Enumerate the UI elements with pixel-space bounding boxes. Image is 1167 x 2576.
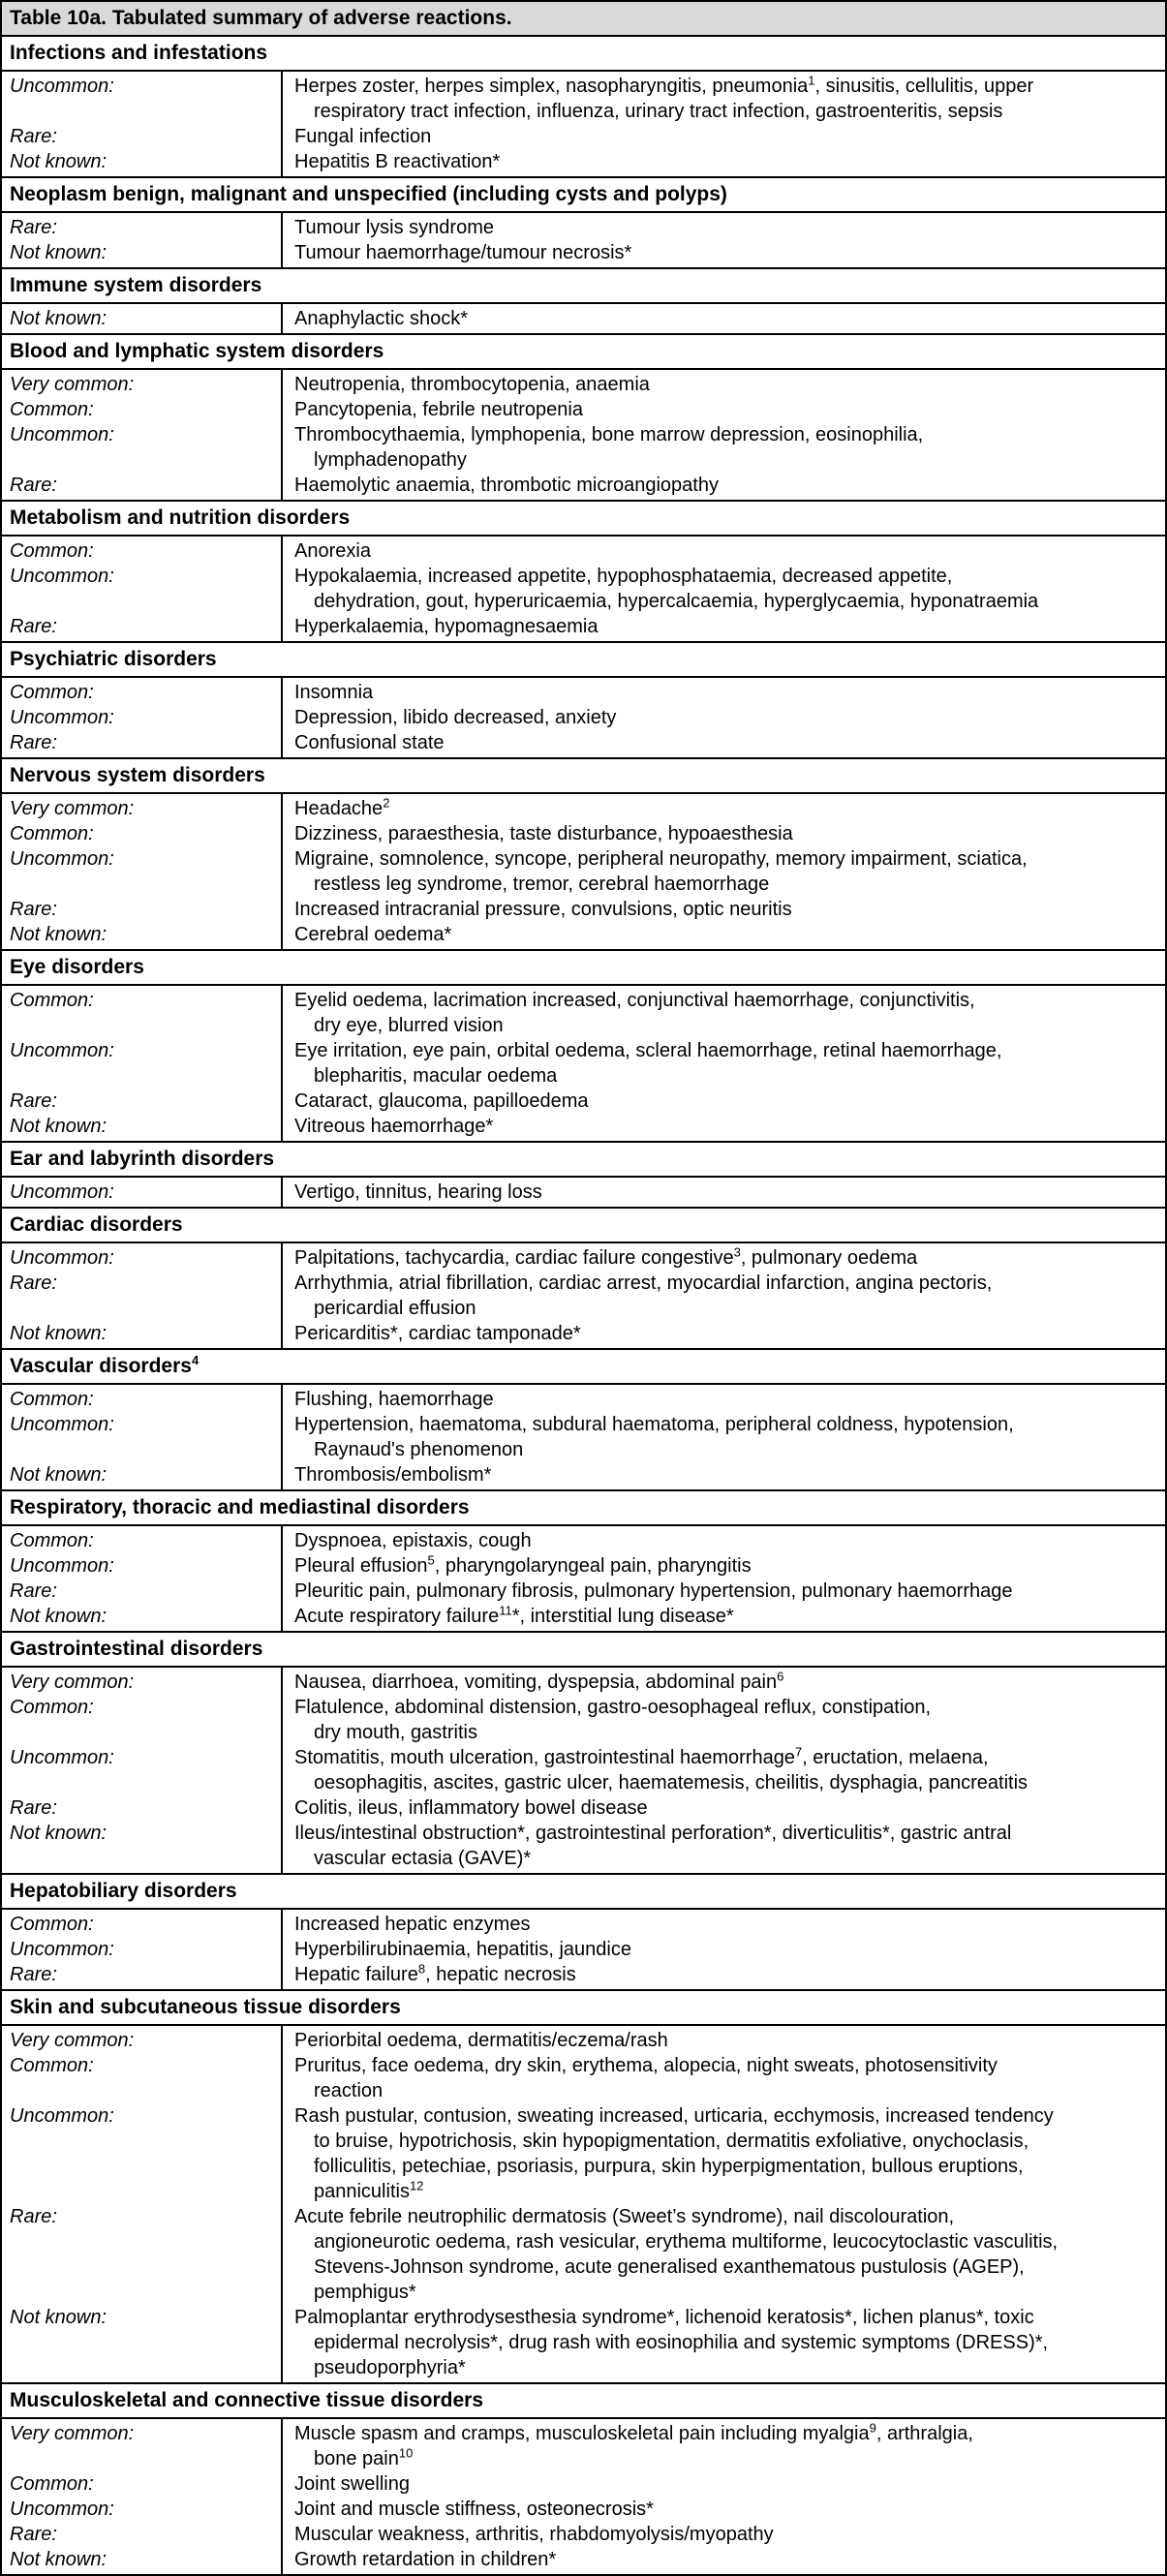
reaction-text: dehydration, gout, hyperuricaemia, hypercalcaemia, hyperglycaemia, hyponatraemia — [314, 591, 1039, 612]
reaction-text: Anorexia — [294, 540, 371, 562]
section-header: Metabolism and nutrition disorders — [2, 502, 1165, 537]
reaction-text: dry mouth, gastritis — [314, 1722, 477, 1743]
frequency-label: Very common: — [10, 798, 135, 819]
footnote-marker: 11 — [499, 1603, 512, 1618]
frequency-label: Uncommon: — [10, 1414, 114, 1435]
reactions-column — [283, 1668, 1165, 1873]
frequency-label: Uncommon: — [10, 566, 114, 587]
section-header: Neoplasm benign, malignant and unspecified (including cysts and polyps) — [2, 178, 1165, 213]
section-body — [2, 370, 1165, 502]
section-body — [2, 1385, 1165, 1491]
frequency-label: Common: — [10, 1530, 94, 1551]
frequency-spacer — [10, 1846, 281, 1871]
frequency-spacer — [10, 2280, 281, 2305]
reaction-text: Hepatitis B reactivation* — [294, 151, 501, 172]
reaction-text: dry eye, blurred vision — [314, 1015, 504, 1036]
reactions-column — [283, 1243, 1165, 1348]
reaction-text: Stomatitis, mouth ulceration, gastrointestinal haemorrhage$^7$, eructation, melaena, — [294, 1744, 989, 1768]
frequency-label: Rare: — [10, 475, 57, 496]
section-header: Nervous system disorders — [2, 759, 1165, 794]
frequency-label: Uncommon: — [10, 1181, 114, 1203]
frequency-spacer — [10, 1770, 281, 1795]
frequency-label: Common: — [10, 1697, 94, 1718]
section-header: Ear and labyrinth disorders — [2, 1143, 1165, 1178]
reaction-text: vascular ectasia (GAVE)* — [314, 1848, 532, 1869]
frequency-label: Rare: — [10, 1580, 57, 1602]
frequency-label: Common: — [10, 682, 94, 703]
table-sections — [2, 37, 1165, 2574]
frequency-label: Rare: — [10, 616, 57, 637]
reaction-text: pericardial effusion — [314, 1298, 476, 1319]
frequency-label: Not known: — [10, 924, 107, 945]
section-header: Hepatobiliary disorders — [2, 1875, 1165, 1910]
frequency-label: Uncommon: — [10, 76, 114, 97]
reaction-text: Growth retardation in children* — [294, 2549, 557, 2570]
frequency-label: Uncommon: — [10, 1247, 114, 1269]
reactions-column — [283, 213, 1165, 267]
frequency-label: Very common: — [10, 2423, 135, 2444]
reaction-text: pseudoporphyria* — [314, 2357, 466, 2378]
reaction-text: Hyperbilirubinaemia, hepatitis, jaundice — [294, 1939, 631, 1960]
section-body — [2, 72, 1165, 178]
reaction-text: Hepatic failure$^8$, hepatic necrosis — [294, 1961, 576, 1985]
frequency-column — [2, 1526, 283, 1631]
frequency-label: Not known: — [10, 2549, 107, 2570]
reaction-text: Flatulence, abdominal distension, gastro-oesophageal reflux, constipation, — [294, 1697, 932, 1718]
frequency-label: Not known: — [10, 1116, 107, 1137]
reactions-column — [283, 986, 1165, 1141]
reaction-text: Hypokalaemia, increased appetite, hypophosphataemia, decreased appetite, — [294, 566, 953, 587]
section-header: Blood and lymphatic system disorders — [2, 335, 1165, 370]
reactions-column — [283, 1385, 1165, 1489]
frequency-column — [2, 1243, 283, 1348]
reaction-text: Muscle spasm and cramps, musculoskeletal pain including myalgia$^9$, arthralgia, — [294, 2420, 973, 2444]
reaction-text: respiratory tract infection, influenza, urinary tract infection, gastroenteritis, sepsis — [314, 101, 1003, 122]
reactions-column — [283, 304, 1165, 333]
frequency-column — [2, 986, 283, 1141]
reactions-column — [283, 678, 1165, 757]
section-body — [2, 304, 1165, 335]
reaction-text: Increased intracranial pressure, convulsions, optic neuritis — [294, 899, 792, 920]
reaction-text: Tumour lysis syndrome — [294, 217, 494, 238]
reaction-text: bone pain$^{10}$ — [314, 2445, 414, 2469]
frequency-column — [2, 1668, 283, 1873]
reaction-text: Pancytopenia, febrile neutropenia — [294, 399, 583, 420]
reaction-text: Acute febrile neutrophilic dermatosis (Sweet’s syndrome), nail discolouration, — [294, 2206, 955, 2227]
section-body — [2, 1910, 1165, 1991]
reaction-text: Haemolytic anaemia, thrombotic microangiopathy — [294, 475, 719, 496]
reaction-text: restless leg syndrome, tremor, cerebral haemorrhage — [314, 874, 770, 895]
reaction-text: Pericarditis*, cardiac tamponade* — [294, 1323, 581, 1344]
reaction-text: Palpitations, tachycardia, cardiac failure congestive$^3$, pulmonary oedema — [294, 1244, 918, 1269]
section-body — [2, 678, 1165, 759]
frequency-column — [2, 1178, 283, 1207]
frequency-spacer — [10, 2154, 281, 2179]
frequency-spacer — [10, 1437, 281, 1462]
reaction-text: Hyperkalaemia, hypomagnesaemia — [294, 616, 599, 637]
section-header: Respiratory, thoracic and mediastinal disorders — [2, 1491, 1165, 1526]
reaction-text: Stevens-Johnson syndrome, acute generalised exanthematous pustulosis (AGEP), — [314, 2256, 1025, 2278]
footnote-marker: 10 — [398, 2445, 414, 2461]
reaction-text: Herpes zoster, herpes simplex, nasopharyngitis, pneumonia$^1$, sinusitis, cellulitis, upper — [294, 73, 1034, 97]
reaction-text: Headache$^2$ — [294, 795, 390, 819]
reaction-text: Colitis, ileus, inflammatory bowel disease — [294, 1797, 648, 1819]
section-body — [2, 1243, 1165, 1350]
frequency-label: Not known: — [10, 1464, 107, 1486]
frequency-column — [2, 304, 283, 333]
frequency-column — [2, 678, 283, 757]
reaction-text: Flushing, haemorrhage — [294, 1389, 494, 1410]
reaction-text: Raynaud's phenomenon — [314, 1439, 524, 1460]
frequency-label: Very common: — [10, 2030, 135, 2051]
footnote-marker: 4 — [191, 1353, 200, 1367]
frequency-label: Common: — [10, 540, 94, 562]
frequency-label: Uncommon: — [10, 1939, 114, 1960]
frequency-column — [2, 1910, 283, 1989]
frequency-spacer — [10, 99, 281, 124]
reaction-text: Eye irritation, eye pain, orbital oedema, scleral haemorrhage, retinal haemorrhage, — [294, 1040, 1002, 1061]
reaction-text: folliculitis, petechiae, psoriasis, purpura, skin hyperpigmentation, bullous eruptions, — [314, 2156, 1024, 2177]
frequency-label: Rare: — [10, 126, 57, 147]
reactions-column — [283, 537, 1165, 641]
frequency-label: Rare: — [10, 1797, 57, 1819]
frequency-label: Common: — [10, 1914, 94, 1935]
frequency-label: Rare: — [10, 1090, 57, 1112]
frequency-label: Not known: — [10, 151, 107, 172]
reaction-text: reaction — [314, 2080, 384, 2101]
frequency-label: Uncommon: — [10, 2499, 114, 2520]
section-header: Skin and subcutaneous tissue disorders — [2, 1991, 1165, 2026]
section-body — [2, 1526, 1165, 1633]
frequency-spacer — [10, 1720, 281, 1745]
reactions-column — [283, 2026, 1165, 2382]
reactions-column — [283, 1526, 1165, 1631]
frequency-label: Common: — [10, 2055, 94, 2076]
reaction-text: Cataract, glaucoma, papilloedema — [294, 1090, 589, 1112]
footnote-marker: 7 — [794, 1744, 803, 1760]
reaction-text: Pruritus, face oedema, dry skin, erythema, alopecia, night sweats, photosensitivity — [294, 2055, 998, 2076]
section-body — [2, 2419, 1165, 2574]
reaction-text: Pleural effusion$^5$, pharyngolaryngeal pain, pharyngitis — [294, 1552, 752, 1577]
reaction-text: Migraine, somnolence, syncope, peripheral neuropathy, memory impairment, sciatica, — [294, 848, 1028, 870]
reactions-column — [283, 1910, 1165, 1989]
frequency-column — [2, 72, 283, 176]
reaction-text: Eyelid oedema, lacrimation increased, conjunctival haemorrhage, conjunctivitis, — [294, 990, 975, 1011]
section-header: Eye disorders — [2, 951, 1165, 986]
section-header: Musculoskeletal and connective tissue disorders — [2, 2384, 1165, 2419]
frequency-label: Very common: — [10, 374, 135, 395]
frequency-spacer — [10, 2179, 281, 2204]
frequency-label: Rare: — [10, 2524, 57, 2545]
reaction-text: Nausea, diarrhoea, vomiting, dyspepsia, abdominal pain$^6$ — [294, 1669, 784, 1693]
reaction-text: Neutropenia, thrombocytopenia, anaemia — [294, 374, 650, 395]
reactions-column — [283, 370, 1165, 500]
footnote-marker: 12 — [409, 2178, 424, 2193]
section-body — [2, 1668, 1165, 1875]
frequency-spacer — [10, 2355, 281, 2380]
frequency-column — [2, 370, 283, 500]
frequency-label: Uncommon: — [10, 2105, 114, 2127]
reaction-text: Periorbital oedema, dermatitis/eczema/rash — [294, 2030, 668, 2051]
frequency-label: Uncommon: — [10, 424, 114, 445]
reaction-text: Depression, libido decreased, anxiety — [294, 707, 617, 728]
reaction-text: Increased hepatic enzymes — [294, 1914, 531, 1935]
frequency-spacer — [10, 1296, 281, 1321]
frequency-label: Common: — [10, 990, 94, 1011]
section-body — [2, 986, 1165, 1143]
reaction-text: Cerebral oedema* — [294, 924, 452, 945]
frequency-spacer — [10, 2078, 281, 2103]
section-body — [2, 213, 1165, 269]
frequency-column — [2, 794, 283, 949]
frequency-spacer — [10, 2229, 281, 2254]
section-body — [2, 1178, 1165, 1209]
reactions-column — [283, 2419, 1165, 2574]
frequency-label: Rare: — [10, 217, 57, 238]
frequency-label: Not known: — [10, 308, 107, 329]
frequency-spacer — [10, 2254, 281, 2280]
frequency-column — [2, 2026, 283, 2382]
reactions-column — [283, 1178, 1165, 1207]
reaction-text: Vertigo, tinnitus, hearing loss — [294, 1181, 542, 1203]
frequency-label: Rare: — [10, 2206, 57, 2227]
frequency-label: Uncommon: — [10, 1040, 114, 1061]
reaction-text: Joint and muscle stiffness, osteonecrosis* — [294, 2499, 654, 2520]
frequency-spacer — [10, 2446, 281, 2471]
frequency-label: Not known: — [10, 2307, 107, 2328]
reaction-text: Thrombocythaemia, lymphopenia, bone marrow depression, eosinophilia, — [294, 424, 924, 445]
frequency-label: Common: — [10, 2473, 94, 2495]
frequency-label: Common: — [10, 1389, 94, 1410]
reaction-text: angioneurotic oedema, rash vesicular, erythema multiforme, leucocytoclastic vasculitis, — [314, 2231, 1059, 2253]
frequency-label: Not known: — [10, 1606, 107, 1627]
frequency-label: Not known: — [10, 1823, 107, 1844]
reactions-column — [283, 72, 1165, 176]
frequency-label: Rare: — [10, 899, 57, 920]
reaction-text: Acute respiratory failure$^{11}$*, interstitial lung disease* — [294, 1603, 734, 1627]
reaction-text: Thrombosis/embolism* — [294, 1464, 492, 1486]
frequency-spacer — [10, 1063, 281, 1089]
frequency-spacer — [10, 872, 281, 897]
reaction-text: Arrhythmia, atrial fibrillation, cardiac arrest, myocardial infarction, angina pectoris, — [294, 1273, 993, 1294]
frequency-spacer — [10, 2129, 281, 2154]
section-header: Psychiatric disorders — [2, 643, 1165, 678]
frequency-label: Very common: — [10, 1671, 135, 1693]
table-title: Table 10a. Tabulated summary of adverse reactions. — [2, 2, 1165, 37]
reaction-text: Pleuritic pain, pulmonary fibrosis, pulmonary hypertension, pulmonary haemorrhage — [294, 1580, 1013, 1602]
frequency-label: Uncommon: — [10, 707, 114, 728]
reaction-text: to bruise, hypotrichosis, skin hypopigmentation, dermatitis exfoliative, onychoclasis, — [314, 2131, 1029, 2152]
footnote-marker: 6 — [777, 1669, 784, 1684]
reaction-text: Rash pustular, contusion, sweating increased, urticaria, ecchymosis, increased tendency — [294, 2105, 1054, 2127]
footnote-marker: 1 — [808, 73, 815, 88]
reaction-text: Muscular weakness, arthritis, rhabdomyolysis/myopathy — [294, 2524, 774, 2545]
frequency-label: Not known: — [10, 1323, 107, 1344]
reaction-text: Insomnia — [294, 682, 374, 703]
footnote-marker: 3 — [733, 1244, 741, 1260]
reaction-text: Confusional state — [294, 732, 445, 753]
reaction-text: Joint swelling — [294, 2473, 410, 2495]
reaction-text: epidermal necrolysis*, drug rash with eosinophilia and systemic symptoms (DRESS)*, — [314, 2332, 1049, 2353]
section-header: Vascular disorders$^4$ — [2, 1350, 1165, 1385]
frequency-column — [2, 2419, 283, 2574]
reactions-column — [283, 794, 1165, 949]
reaction-text: Ileus/intestinal obstruction*, gastrointestinal perforation*, diverticulitis*, gastric antral — [294, 1823, 1012, 1844]
frequency-label: Uncommon: — [10, 848, 114, 870]
footnote-marker: 2 — [383, 795, 390, 811]
frequency-label: Common: — [10, 399, 94, 420]
section-body — [2, 537, 1165, 643]
reaction-text: lymphadenopathy — [314, 449, 467, 471]
frequency-label: Rare: — [10, 1964, 57, 1985]
frequency-column — [2, 213, 283, 267]
section-header: Gastrointestinal disorders — [2, 1633, 1165, 1668]
frequency-label: Uncommon: — [10, 1747, 114, 1768]
reaction-text: pemphigus* — [314, 2282, 416, 2303]
reaction-text: Vitreous haemorrhage* — [294, 1116, 494, 1137]
reaction-text: Hypertension, haematoma, subdural haematoma, peripheral coldness, hypotension, — [294, 1414, 1014, 1435]
reaction-text: Palmoplantar erythrodysesthesia syndrome*, lichenoid keratosis*, lichen planus*, toxic — [294, 2307, 1034, 2328]
section-header: Cardiac disorders — [2, 1209, 1165, 1243]
frequency-label: Not known: — [10, 242, 107, 263]
frequency-spacer — [10, 1013, 281, 1038]
reaction-text: Anaphylactic shock* — [294, 308, 468, 329]
frequency-spacer — [10, 447, 281, 473]
frequency-label: Common: — [10, 823, 94, 844]
reaction-text: Tumour haemorrhage/tumour necrosis* — [294, 242, 632, 263]
frequency-label: Rare: — [10, 1273, 57, 1294]
section-header: Immune system disorders — [2, 269, 1165, 304]
reaction-text: blepharitis, macular oedema — [314, 1065, 558, 1087]
frequency-spacer — [10, 589, 281, 614]
reaction-text: panniculitis$^{12}$ — [314, 2178, 424, 2202]
footnote-marker: 8 — [417, 1961, 426, 1977]
section-body — [2, 794, 1165, 951]
frequency-label: Uncommon: — [10, 1555, 114, 1577]
section-header: Infections and infestations — [2, 37, 1165, 72]
section-body — [2, 2026, 1165, 2384]
footnote-marker: 9 — [869, 2420, 876, 2436]
reaction-text: Fungal infection — [294, 126, 432, 147]
reaction-text: Dizziness, paraesthesia, taste disturbance, hypoaesthesia — [294, 823, 793, 844]
frequency-label: Rare: — [10, 732, 57, 753]
reaction-text: oesophagitis, ascites, gastric ulcer, haematemesis, cheilitis, dysphagia, pancreatitis — [314, 1772, 1029, 1794]
frequency-column — [2, 537, 283, 641]
frequency-spacer — [10, 2330, 281, 2355]
footnote-marker: 5 — [427, 1552, 435, 1568]
reaction-text: Dyspnoea, epistaxis, cough — [294, 1530, 532, 1551]
frequency-column — [2, 1385, 283, 1489]
